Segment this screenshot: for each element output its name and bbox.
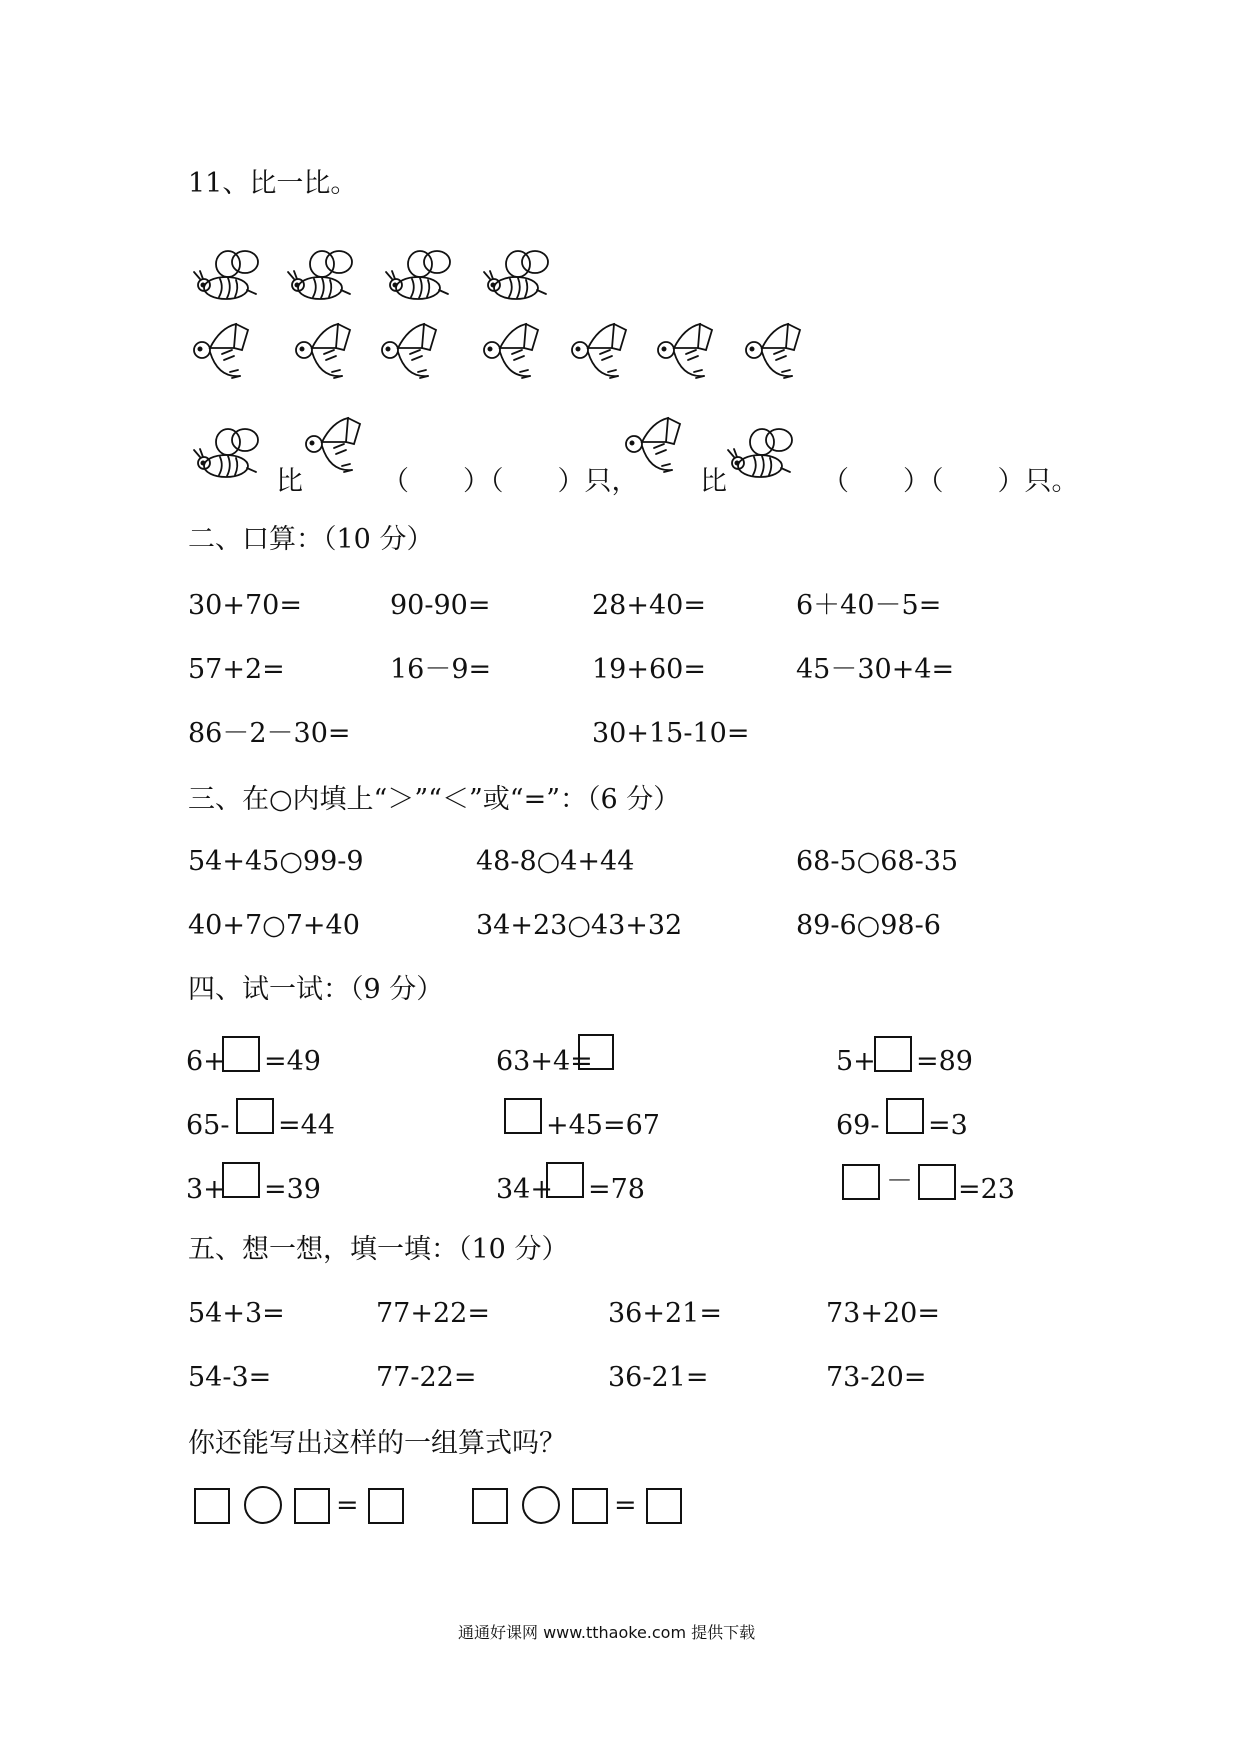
- operator-circle[interactable]: [244, 1486, 282, 1524]
- compare-item[interactable]: 34+23○43+32: [476, 910, 683, 941]
- fill-item-text: 6+: [186, 1046, 226, 1077]
- bird-icon: [290, 318, 360, 388]
- math-item[interactable]: 73+20=: [826, 1298, 940, 1329]
- math-item[interactable]: 57+2=: [188, 654, 285, 685]
- math-item[interactable]: 86－2－30=: [188, 718, 351, 749]
- math-item[interactable]: 36+21=: [608, 1298, 722, 1329]
- math-item[interactable]: 19+60=: [592, 654, 706, 685]
- answer-blanks-right[interactable]: （ ）（ ）只。: [822, 466, 1079, 497]
- fill-item-text: =89: [916, 1046, 973, 1077]
- fill-item-text: 34+: [496, 1174, 553, 1205]
- math-item[interactable]: 16－9=: [390, 654, 492, 685]
- fill-item-text: =23: [958, 1174, 1015, 1205]
- section-4-title: 四、试一试：（9 分）: [188, 974, 444, 1005]
- math-item[interactable]: 30+15-10=: [592, 718, 750, 749]
- bee-icon: [188, 246, 264, 306]
- answer-box[interactable]: [874, 1036, 912, 1072]
- fill-item-text: =49: [264, 1046, 321, 1077]
- answer-box[interactable]: [504, 1098, 542, 1134]
- bird-icon: [300, 412, 370, 482]
- answer-box[interactable]: [368, 1488, 404, 1524]
- fill-item-text: +45=67: [546, 1110, 660, 1141]
- bee-icon: [188, 424, 264, 484]
- compare-item[interactable]: 40+7○7+40: [188, 910, 360, 941]
- extension-question: 你还能写出这样的一组算式吗？: [188, 1428, 566, 1459]
- answer-box[interactable]: [236, 1098, 274, 1134]
- compare-item[interactable]: 89-6○98-6: [796, 910, 941, 941]
- equals-sign: =: [614, 1490, 637, 1521]
- answer-box[interactable]: [222, 1162, 260, 1198]
- compare-word-right: 比: [700, 466, 727, 497]
- bird-icon: [652, 318, 722, 388]
- fill-item-text: =3: [928, 1110, 968, 1141]
- answer-blanks-left[interactable]: （ ）（ ）只，: [382, 466, 639, 497]
- compare-item[interactable]: 48-8○4+44: [476, 846, 635, 877]
- bee-icon: [478, 246, 554, 306]
- bee-icon: [282, 246, 358, 306]
- answer-box[interactable]: [194, 1488, 230, 1524]
- compare-item[interactable]: 54+45○99-9: [188, 846, 364, 877]
- math-item[interactable]: 28+40=: [592, 590, 706, 621]
- math-item[interactable]: 73-20=: [826, 1362, 927, 1393]
- math-item[interactable]: 30+70=: [188, 590, 302, 621]
- section-3-title: 三、在○内填上“＞”“＜”或“=”：（6 分）: [188, 784, 681, 815]
- answer-box[interactable]: [472, 1488, 508, 1524]
- section-2-title: 二、口算：（10 分）: [188, 524, 434, 555]
- compare-item[interactable]: 68-5○68-35: [796, 846, 959, 877]
- fill-item-text: 65-: [186, 1110, 230, 1141]
- bird-icon: [566, 318, 636, 388]
- math-item[interactable]: 54+3=: [188, 1298, 285, 1329]
- answer-box[interactable]: [578, 1034, 614, 1070]
- math-item[interactable]: 90-90=: [390, 590, 491, 621]
- fill-item-text: 69-: [836, 1110, 880, 1141]
- math-item[interactable]: 36-21=: [608, 1362, 709, 1393]
- bird-icon: [376, 318, 446, 388]
- math-item[interactable]: 77+22=: [376, 1298, 490, 1329]
- fill-item-text: =78: [588, 1174, 645, 1205]
- question-11-title: 11、比一比。: [188, 168, 358, 199]
- answer-box[interactable]: [842, 1164, 880, 1200]
- bird-icon: [740, 318, 810, 388]
- bird-icon: [620, 412, 690, 482]
- bird-icon: [188, 318, 258, 388]
- answer-box[interactable]: [294, 1488, 330, 1524]
- answer-box[interactable]: [546, 1162, 584, 1198]
- fill-item-text: 3+: [186, 1174, 226, 1205]
- equals-sign: =: [336, 1490, 359, 1521]
- answer-box[interactable]: [572, 1488, 608, 1524]
- fill-item-text: －: [886, 1166, 913, 1197]
- bee-icon: [722, 424, 798, 484]
- section-5-title: 五、想一想，填一填：（10 分）: [188, 1234, 569, 1265]
- answer-box[interactable]: [886, 1098, 924, 1134]
- bird-icon: [478, 318, 548, 388]
- math-item[interactable]: 54-3=: [188, 1362, 272, 1393]
- answer-box[interactable]: [918, 1164, 956, 1200]
- math-item[interactable]: 6＋40－5=: [796, 590, 942, 621]
- bee-icon: [380, 246, 456, 306]
- answer-box[interactable]: [222, 1036, 260, 1072]
- answer-box[interactable]: [646, 1488, 682, 1524]
- fill-item-text: =39: [264, 1174, 321, 1205]
- footer-credit: 通通好课网 www.tthaoke.com 提供下载: [458, 1623, 756, 1642]
- fill-item-text: 5+: [836, 1046, 876, 1077]
- math-item[interactable]: 77-22=: [376, 1362, 477, 1393]
- math-item[interactable]: 45－30+4=: [796, 654, 955, 685]
- fill-item-text: =44: [278, 1110, 335, 1141]
- operator-circle[interactable]: [522, 1486, 560, 1524]
- compare-word-left: 比: [276, 466, 303, 497]
- fill-item-text: 63+4=: [496, 1046, 593, 1077]
